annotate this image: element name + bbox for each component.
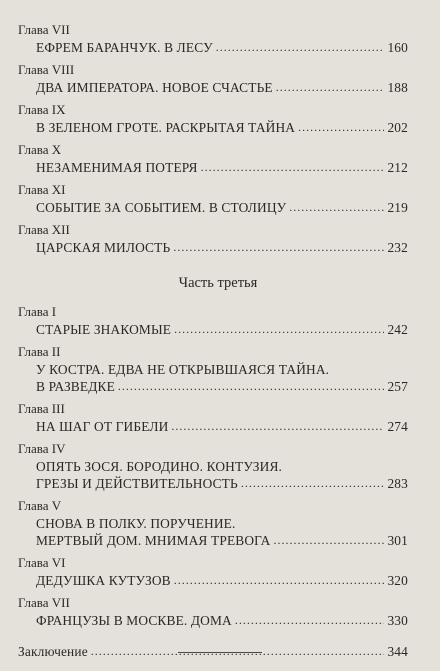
entry-title: НЕЗАМЕНИМАЯ ПОТЕРЯ	[36, 160, 198, 175]
toc-part-three	[18, 304, 408, 629]
entry-line	[18, 199, 408, 216]
entry-line	[18, 119, 408, 136]
dot-leader	[273, 531, 384, 549]
dot-leader	[91, 642, 385, 660]
dot-leader	[174, 571, 385, 589]
toc-entry	[18, 304, 408, 338]
dot-leader	[173, 238, 384, 256]
dot-leader	[174, 320, 384, 338]
entry-line	[18, 79, 408, 96]
entry-title: ЕФРЕМ БАРАНЧУК. В ЛЕСУ	[36, 40, 213, 55]
toc-entry	[18, 102, 408, 136]
entry-line	[18, 458, 408, 475]
dot-leader	[289, 198, 384, 216]
dot-leader	[216, 38, 385, 56]
entry-title: У КОСТРА. ЕДВА НЕ ОТКРЫВШАЯСЯ ТАЙНА.	[36, 362, 330, 377]
entry-line	[18, 475, 408, 492]
page-number: 330	[387, 613, 408, 628]
chapter-label: Глава III	[18, 401, 65, 416]
entry-title: ЦАРСКАЯ МИЛОСТЬ	[36, 240, 171, 255]
entry-line	[18, 378, 408, 395]
chapter-label: Глава IX	[18, 102, 66, 117]
entry-title: ОПЯТЬ ЗОСЯ. БОРОДИНО. КОНТУЗИЯ.	[36, 459, 283, 474]
entry-line	[18, 159, 408, 176]
entry-title: ДЕДУШКА КУТУЗОВ	[36, 573, 171, 588]
chapter-label: Глава V	[18, 498, 62, 513]
page-number: 257	[387, 379, 408, 394]
table-of-contents	[18, 22, 408, 660]
page-number: 242	[387, 322, 408, 337]
entry-line	[18, 418, 408, 435]
dot-leader	[241, 474, 385, 492]
chapter-label: Глава VI	[18, 555, 66, 570]
page-number: 188	[387, 80, 408, 95]
dot-leader	[171, 417, 384, 435]
toc-entry	[18, 344, 408, 395]
dot-leader	[118, 377, 385, 395]
dot-leader	[276, 78, 385, 96]
chapter-label: Глава X	[18, 142, 62, 157]
entry-title: СТАРЫЕ ЗНАКОМЫЕ	[36, 322, 172, 337]
entry-title: ГРЕЗЫ И ДЕЙСТВИТЕЛЬНОСТЬ	[36, 476, 238, 491]
toc-entry	[18, 401, 408, 435]
entry-title: ДВА ИМПЕРАТОРА. НОВОЕ СЧАСТЬЕ	[36, 80, 273, 95]
page-number: 160	[387, 40, 408, 55]
page-number: 344	[387, 644, 408, 659]
toc-entry	[18, 441, 408, 492]
part-heading: Часть третья	[178, 275, 258, 291]
toc-entry	[18, 142, 408, 176]
entry-title: НА ШАГ ОТ ГИБЕЛИ	[36, 419, 169, 434]
footer-rule	[178, 652, 262, 653]
chapter-label: Глава XI	[18, 182, 66, 197]
toc-entry	[18, 595, 408, 629]
entry-line	[18, 572, 408, 589]
dot-leader	[235, 611, 385, 629]
chapter-label: Глава II	[18, 344, 61, 359]
entry-title: В ЗЕЛЕНОМ ГРОТЕ. РАСКРЫТАЯ ТАЙНА	[36, 120, 296, 135]
chapter-label: Глава VII	[18, 22, 70, 37]
toc-entry	[18, 555, 408, 589]
entry-title: ФРАНЦУЗЫ В МОСКВЕ. ДОМА	[36, 613, 232, 628]
chapter-label: Глава VIII	[18, 62, 75, 77]
entry-title: В РАЗВЕДКЕ	[36, 379, 115, 394]
chapter-label: Глава I	[18, 304, 57, 319]
page-number: 274	[387, 419, 408, 434]
entry-line	[18, 361, 408, 378]
page-number: 301	[387, 533, 408, 548]
page-number: 320	[387, 573, 408, 588]
chapter-label: Глава XII	[18, 222, 70, 237]
page-number: 283	[387, 476, 408, 491]
toc-entry	[18, 222, 408, 256]
page-number: 232	[387, 240, 408, 255]
entry-title: Заключение	[18, 644, 88, 659]
page-number: 202	[387, 120, 408, 135]
page-number: 212	[387, 160, 408, 175]
toc-entry	[18, 62, 408, 96]
toc-entry	[18, 22, 408, 56]
entry-line	[18, 612, 408, 629]
toc-entry	[18, 498, 408, 549]
entry-line	[18, 321, 408, 338]
page-number: 219	[387, 200, 408, 215]
toc-entry	[18, 182, 408, 216]
entry-line	[18, 515, 408, 532]
entry-title: МЕРТВЫЙ ДОМ. МНИМАЯ ТРЕВОГА	[36, 533, 271, 548]
entry-title: СОБЫТИЕ ЗА СОБЫТИЕМ. В СТОЛИЦУ	[36, 200, 287, 215]
toc-part-two-tail	[18, 22, 408, 256]
entry-title: СНОВА В ПОЛКУ. ПОРУЧЕНИЕ.	[36, 516, 236, 531]
chapter-label: Глава VII	[18, 595, 70, 610]
entry-line	[18, 239, 408, 256]
dot-leader	[298, 118, 384, 136]
dot-leader	[201, 158, 385, 176]
entry-line	[18, 532, 408, 549]
entry-line	[18, 39, 408, 56]
chapter-label: Глава IV	[18, 441, 66, 456]
